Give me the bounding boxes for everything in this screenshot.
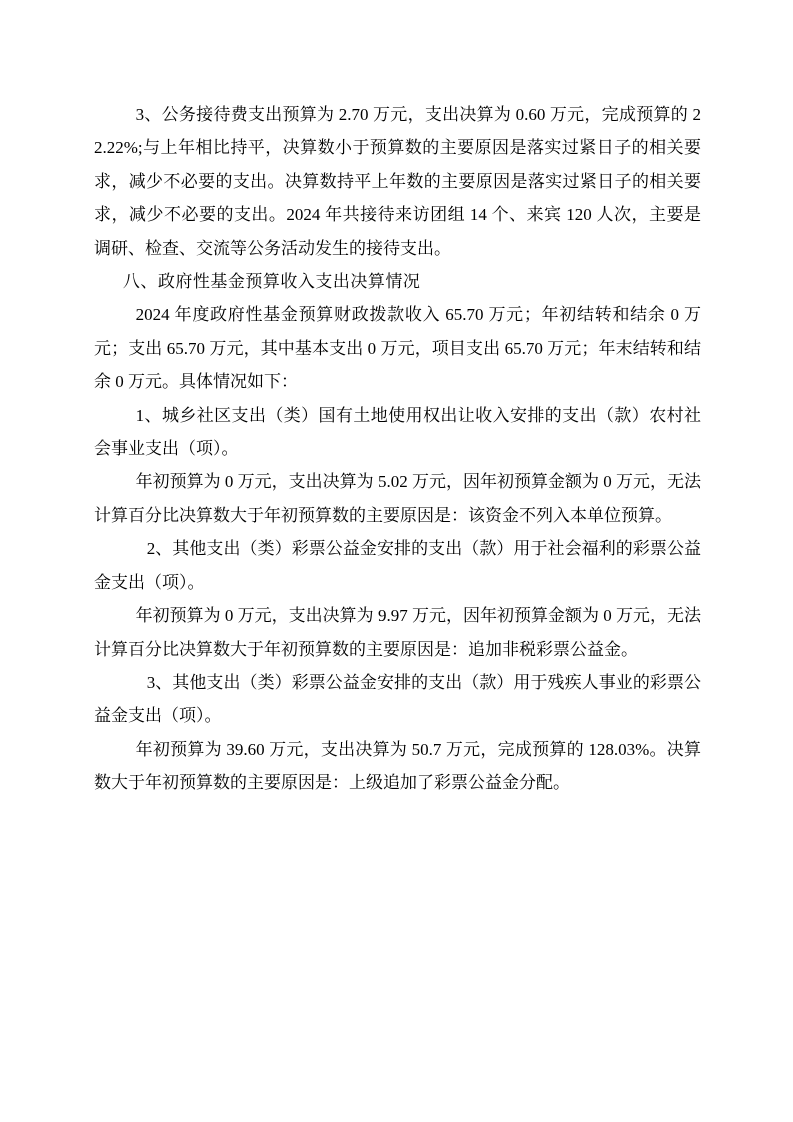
- paragraph-official-reception-expense: 3、公务接待费支出预算为 2.70 万元，支出决算为 0.60 万元，完成预算的 22.22%;与上年相比持平，决算数小于预算数的主要原因是落实过紧日子的相关要求，减少不必要的支出。决算数持平上年数的主要原因是落实过紧日子的相关要求，减少不必要的支出。2024 年共接待来访团组 14 个、来宾 120 人次，主要是调研、检查、交流等公务活动发生的接待支出。: [94, 105, 701, 258]
- paragraph-item-2-detail: 年初预算为 0 万元，支出决算为 9.97 万元，因年初预算金额为 0 万元，无法计算百分比决算数大于年初预算数的主要原因是：追加非税彩票公益金。: [94, 606, 701, 659]
- paragraph-item-3-detail: 年初预算为 39.60 万元，支出决算为 50.7 万元，完成预算的 128.03%。决算数大于年初预算数的主要原因是：上级追加了彩票公益金分配。: [94, 739, 701, 793]
- paragraph-item-1-urban-rural-community: 1、城乡社区支出（类）国有土地使用权出让收入安排的支出（款）农村社会事业支出（项）。: [94, 405, 701, 459]
- paragraph-item-1-detail: 年初预算为 0 万元，支出决算为 5.02 万元，因年初预算金额为 0 万元，无法计算百分比决算数大于年初预算数的主要原因是：该资金不列入本单位预算。: [94, 472, 701, 525]
- paragraph-item-3-lottery-disabled: 3、其他支出（类）彩票公益金安排的支出（款）用于残疾人事业的彩票公益金支出（项）。: [94, 672, 701, 726]
- paragraph-item-2-lottery-welfare: 2、其他支出（类）彩票公益金安排的支出（款）用于社会福利的彩票公益金支出（项）。: [94, 539, 701, 592]
- section-heading-government-fund-budget: 八、政府性基金预算收入支出决算情况: [122, 272, 421, 292]
- paragraph-fund-budget-overview: 2024 年度政府性基金预算财政拨款收入 65.70 万元；年初结转和结余 0 万元；支出 65.70 万元，其中基本支出 0 万元，项目支出 65.70 万元；年末结转和结余 0 万元。具体情况如下：: [94, 305, 701, 392]
